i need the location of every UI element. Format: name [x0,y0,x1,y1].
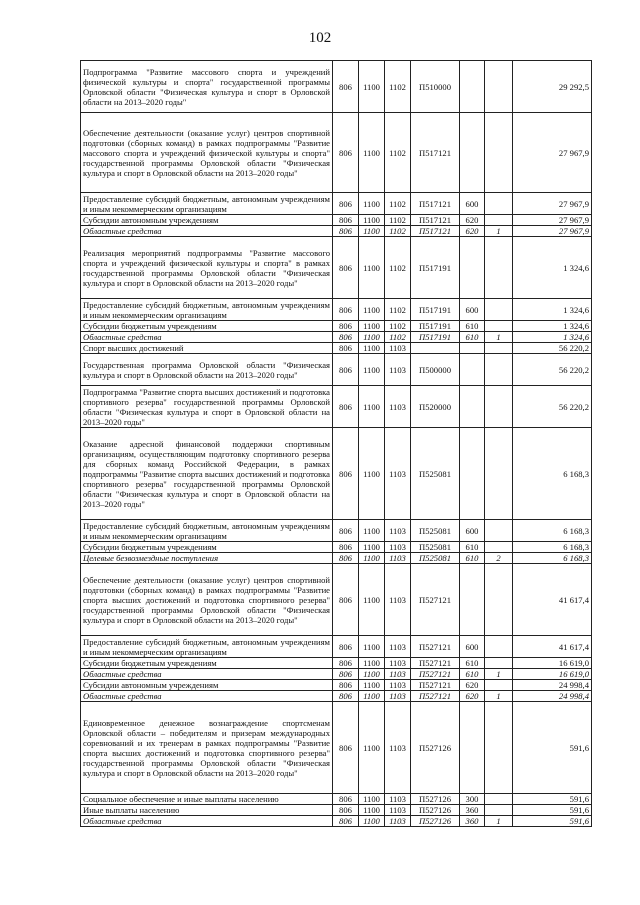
row-razdel: 1100 [359,299,385,321]
table-row [81,386,592,428]
row-amount: 27 967,9 [513,226,592,237]
row-glava: 806 [333,332,359,343]
row-vid: 620 [460,226,485,237]
row-razdel: 1100 [359,658,385,669]
row-podrazdel: 1103 [385,816,411,827]
row-razdel: 1100 [359,691,385,702]
row-name: Обеспечение деятельности (оказание услуг) центров спортивной подготовки (сборных команд) в рамках подпрограммы "Развитие спорта высших достижений и подготовка спортивного резерва" государственной программы Орловской области "Физическая культура и спорт в Орловской области на 2013–2020 годы" [81,564,333,636]
row-amount: 41 617,4 [513,564,592,636]
row-amount: 591,6 [513,702,592,794]
row-podrazdel: 1102 [385,193,411,215]
row-vid [460,113,485,193]
row-podrazdel: 1102 [385,332,411,343]
row-podrazdel: 1103 [385,520,411,542]
table-row [81,564,592,636]
table-row [81,113,592,193]
row-name: Реализация мероприятий подпрограммы "Развитие массового спорта и учреждений физической культуры и спорта" в рамках государственной программы Орловской области "Физическая культура и спорт в Орловской области на 2013–2020 годы" [81,237,333,299]
row-glava: 806 [333,61,359,113]
row-amount: 16 619,0 [513,658,592,669]
row-glava: 806 [333,702,359,794]
row-podrazdel: 1102 [385,61,411,113]
table-row [81,321,592,332]
row-glava: 806 [333,636,359,658]
budget-table-body [81,61,592,827]
row-source [485,321,513,332]
row-glava: 806 [333,564,359,636]
row-amount: 24 998,4 [513,691,592,702]
row-podrazdel: 1103 [385,354,411,386]
row-razdel: 1100 [359,564,385,636]
row-statya: П527126 [411,702,460,794]
row-podrazdel: 1103 [385,428,411,520]
row-vid [460,61,485,113]
row-vid: 600 [460,299,485,321]
row-source [485,237,513,299]
row-razdel: 1100 [359,428,385,520]
row-vid [460,343,485,354]
row-amount: 27 967,9 [513,113,592,193]
row-source [485,386,513,428]
table-row [81,428,592,520]
row-amount: 27 967,9 [513,193,592,215]
row-razdel: 1100 [359,542,385,553]
row-podrazdel: 1102 [385,299,411,321]
row-vid: 620 [460,680,485,691]
row-razdel: 1100 [359,553,385,564]
row-source [485,702,513,794]
row-glava: 806 [333,680,359,691]
row-source [485,61,513,113]
row-glava: 806 [333,226,359,237]
row-statya: П517191 [411,299,460,321]
row-vid [460,428,485,520]
row-name: Социальное обеспечение и иные выплаты населению [81,794,333,805]
row-name: Спорт высших достижений [81,343,333,354]
row-statya: П527121 [411,636,460,658]
row-statya: П527121 [411,680,460,691]
row-statya: П527121 [411,658,460,669]
row-razdel: 1100 [359,215,385,226]
row-glava: 806 [333,816,359,827]
row-amount: 24 998,4 [513,680,592,691]
row-vid: 360 [460,805,485,816]
row-statya: П525081 [411,553,460,564]
row-name: Обеспечение деятельности (оказание услуг) центров спортивной подготовки (сборных команд) в рамках подпрограммы "Развитие массового спорта и учреждений физической культуры и спорта" государственной программы Орловской области "Физическая культура и спорт в Орловской области на 2013–2020 годы" [81,113,333,193]
table-row [81,691,592,702]
row-amount: 6 168,3 [513,428,592,520]
table-row [81,658,592,669]
row-statya: П517121 [411,226,460,237]
row-source: 1 [485,816,513,827]
row-statya: П510000 [411,61,460,113]
row-statya: П527121 [411,669,460,680]
table-row [81,794,592,805]
table-row [81,354,592,386]
row-glava: 806 [333,794,359,805]
row-statya: П520000 [411,386,460,428]
row-source [485,680,513,691]
row-razdel: 1100 [359,702,385,794]
table-row [81,332,592,343]
row-glava: 806 [333,299,359,321]
row-amount: 1 324,6 [513,321,592,332]
row-source [485,428,513,520]
row-name: Субсидии бюджетным учреждениям [81,321,333,332]
row-name: Единовременное денежное вознаграждение спортсменам Орловской области – победителям и призерам международных соревнований и их тренерам в рамках подпрограммы "Развитие спорта высших достижений и подготовка спортивного резерва" государственной программы Орловской области "Физическая культура и спорт в Орловской области на 2013–2020 годы" [81,702,333,794]
row-source [485,805,513,816]
page-number: 102 [308,30,332,46]
row-vid: 600 [460,520,485,542]
table-row [81,215,592,226]
row-statya: П517191 [411,321,460,332]
budget-table [80,60,592,827]
row-razdel: 1100 [359,636,385,658]
row-glava: 806 [333,343,359,354]
row-podrazdel: 1102 [385,321,411,332]
table-row [81,299,592,321]
row-razdel: 1100 [359,193,385,215]
row-razdel: 1100 [359,113,385,193]
table-row [81,553,592,564]
row-podrazdel: 1103 [385,553,411,564]
row-name: Субсидии бюджетным учреждениям [81,542,333,553]
table-row [81,702,592,794]
row-name: Областные средства [81,226,333,237]
row-vid [460,702,485,794]
row-podrazdel: 1103 [385,564,411,636]
row-statya: П517121 [411,113,460,193]
row-podrazdel: 1102 [385,113,411,193]
row-amount: 1 324,6 [513,237,592,299]
row-statya: П517121 [411,215,460,226]
row-name: Областные средства [81,691,333,702]
row-vid [460,386,485,428]
row-glava: 806 [333,669,359,680]
table-row [81,343,592,354]
row-razdel: 1100 [359,354,385,386]
row-glava: 806 [333,354,359,386]
row-glava: 806 [333,237,359,299]
row-source [485,343,513,354]
table-row [81,193,592,215]
row-name: Иные выплаты населению [81,805,333,816]
row-vid: 610 [460,669,485,680]
row-vid: 300 [460,794,485,805]
row-source [485,299,513,321]
row-vid: 620 [460,215,485,226]
row-source [485,636,513,658]
row-glava: 806 [333,193,359,215]
row-podrazdel: 1103 [385,805,411,816]
row-glava: 806 [333,321,359,332]
row-glava: 806 [333,691,359,702]
row-amount: 56 220,2 [513,386,592,428]
row-amount: 27 967,9 [513,215,592,226]
row-statya: П527121 [411,564,460,636]
row-statya: П527126 [411,805,460,816]
table-row [81,636,592,658]
row-statya: П527126 [411,816,460,827]
row-name: Предоставление субсидий бюджетным, автономным учреждениям и иным некоммерческим организациям [81,193,333,215]
row-statya: П527126 [411,794,460,805]
row-statya: П525081 [411,428,460,520]
row-name: Субсидии бюджетным учреждениям [81,658,333,669]
row-glava: 806 [333,805,359,816]
table-row [81,237,592,299]
row-amount: 591,6 [513,794,592,805]
row-vid: 610 [460,332,485,343]
table-row [81,816,592,827]
row-vid [460,564,485,636]
table-row [81,61,592,113]
row-glava: 806 [333,520,359,542]
row-razdel: 1100 [359,332,385,343]
row-podrazdel: 1103 [385,542,411,553]
row-source: 1 [485,226,513,237]
row-name: Подпрограмма "Развитие массового спорта и учреждений физической культуры и спорта" государственной программы Орловской области "Физическая культура и спорт в Орловской области на 2013–2020 годы" [81,61,333,113]
table-row [81,805,592,816]
row-podrazdel: 1103 [385,386,411,428]
row-statya: П527121 [411,691,460,702]
row-glava: 806 [333,658,359,669]
row-statya: П517191 [411,237,460,299]
row-name: Субсидии автономным учреждениям [81,680,333,691]
row-vid: 600 [460,193,485,215]
row-razdel: 1100 [359,794,385,805]
table-row [81,520,592,542]
row-statya: П525081 [411,520,460,542]
table-row [81,680,592,691]
row-source [485,215,513,226]
row-razdel: 1100 [359,237,385,299]
row-amount: 6 168,3 [513,542,592,553]
row-podrazdel: 1103 [385,658,411,669]
row-source [485,520,513,542]
row-vid: 610 [460,658,485,669]
row-name: Предоставление субсидий бюджетным, автономным учреждениям и иным некоммерческим организациям [81,299,333,321]
row-vid: 620 [460,691,485,702]
row-statya: П517121 [411,193,460,215]
row-name: Областные средства [81,332,333,343]
row-amount: 29 292,5 [513,61,592,113]
row-name: Предоставление субсидий бюджетным, автономным учреждениям и иным некоммерческим организациям [81,636,333,658]
row-podrazdel: 1103 [385,669,411,680]
row-amount: 41 617,4 [513,636,592,658]
table-row [81,226,592,237]
row-source [485,113,513,193]
row-amount: 16 619,0 [513,669,592,680]
row-vid: 600 [460,636,485,658]
row-glava: 806 [333,113,359,193]
row-razdel: 1100 [359,343,385,354]
row-vid: 610 [460,542,485,553]
row-glava: 806 [333,215,359,226]
row-glava: 806 [333,553,359,564]
row-razdel: 1100 [359,386,385,428]
row-razdel: 1100 [359,226,385,237]
row-source: 2 [485,553,513,564]
row-podrazdel: 1103 [385,794,411,805]
row-amount: 6 168,3 [513,520,592,542]
row-amount: 6 168,3 [513,553,592,564]
row-source: 1 [485,669,513,680]
row-vid [460,237,485,299]
row-razdel: 1100 [359,816,385,827]
row-source [485,658,513,669]
row-statya [411,343,460,354]
row-podrazdel: 1103 [385,702,411,794]
row-razdel: 1100 [359,321,385,332]
row-razdel: 1100 [359,61,385,113]
row-source [485,193,513,215]
row-podrazdel: 1102 [385,237,411,299]
row-name: Предоставление субсидий бюджетным, автономным учреждениям и иным некоммерческим организациям [81,520,333,542]
row-vid: 610 [460,553,485,564]
row-amount: 1 324,6 [513,332,592,343]
row-podrazdel: 1102 [385,226,411,237]
row-name: Государственная программа Орловской области "Физическая культура и спорт в Орловской области на 2013–2020 годы" [81,354,333,386]
row-source [485,542,513,553]
row-podrazdel: 1103 [385,636,411,658]
row-vid: 610 [460,321,485,332]
row-amount: 56 220,2 [513,343,592,354]
row-razdel: 1100 [359,520,385,542]
row-name: Областные средства [81,816,333,827]
row-amount: 591,6 [513,805,592,816]
row-podrazdel: 1103 [385,680,411,691]
row-source [485,564,513,636]
row-source: 1 [485,332,513,343]
row-razdel: 1100 [359,680,385,691]
row-statya: П500000 [411,354,460,386]
row-name: Оказание адресной финансовой поддержки спортивным организациям, осуществляющим подготовку спортивного резерва для сборных команд Российской Федерации, в рамках подпрограммы "Развитие спорта высших достижений и подготовка спортивного резерва" государственной программы Орловской области "Физическая культура и спорт в Орловской области на 2013–2020 годы" [81,428,333,520]
row-glava: 806 [333,542,359,553]
row-vid: 360 [460,816,485,827]
row-source [485,794,513,805]
row-statya: П517191 [411,332,460,343]
row-podrazdel: 1103 [385,691,411,702]
row-podrazdel: 1102 [385,215,411,226]
row-source [485,354,513,386]
row-amount: 56 220,2 [513,354,592,386]
row-statya: П525081 [411,542,460,553]
row-razdel: 1100 [359,805,385,816]
row-glava: 806 [333,386,359,428]
row-name: Субсидии автономным учреждениям [81,215,333,226]
row-vid [460,354,485,386]
row-source: 1 [485,691,513,702]
row-razdel: 1100 [359,669,385,680]
row-amount: 1 324,6 [513,299,592,321]
table-row [81,669,592,680]
row-name: Целевые безвозмездные поступления [81,553,333,564]
row-name: Подпрограмма "Развитие спорта высших достижений и подготовка спортивного резерва" государственной программы Орловской области "Физическая культура и спорт в Орловской области на 2013–2020 годы" [81,386,333,428]
row-name: Областные средства [81,669,333,680]
row-podrazdel: 1103 [385,343,411,354]
row-glava: 806 [333,428,359,520]
row-amount: 591,6 [513,816,592,827]
table-row [81,542,592,553]
